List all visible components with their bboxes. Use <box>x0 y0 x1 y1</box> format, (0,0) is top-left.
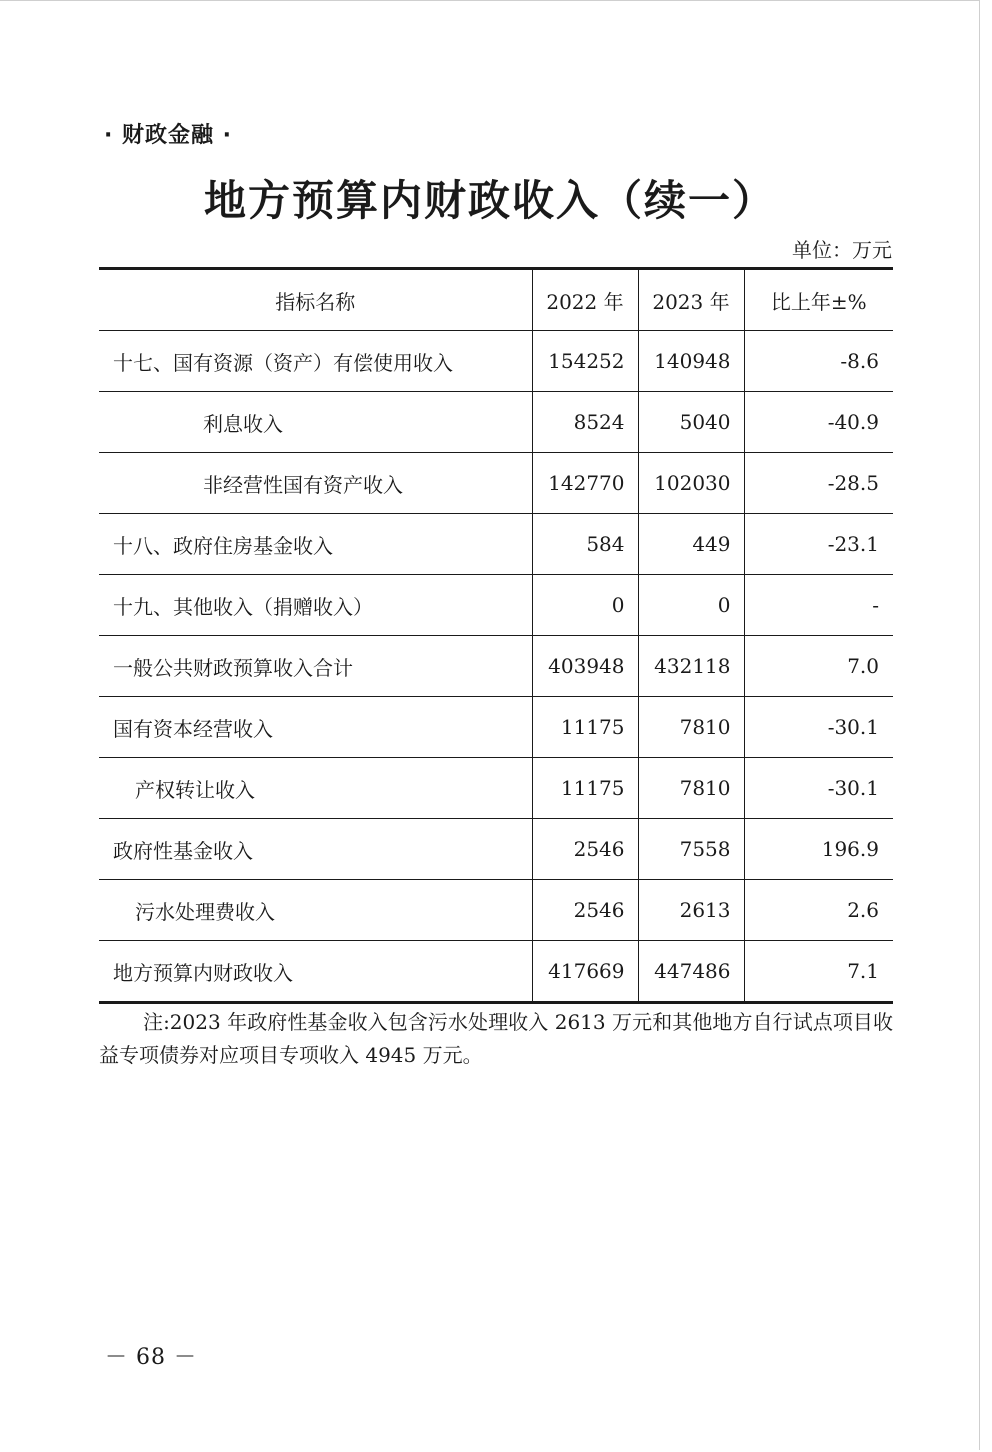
table-row <box>99 636 893 697</box>
row-value-2023: 102030 <box>638 453 744 514</box>
table-row <box>99 880 893 941</box>
row-value-2023: 140948 <box>638 331 744 392</box>
row-value-2023: 2613 <box>638 880 744 941</box>
row-name: 产权转让收入 <box>99 758 532 819</box>
row-change: 7.1 <box>744 941 893 1003</box>
row-change: -30.1 <box>744 697 893 758</box>
table-header-row <box>99 269 893 331</box>
row-value-2022: 417669 <box>532 941 638 1003</box>
row-name: 政府性基金收入 <box>99 819 532 880</box>
page-number: － 68 － <box>105 1345 197 1370</box>
row-value-2023: 5040 <box>638 392 744 453</box>
row-value-2023: 449 <box>638 514 744 575</box>
row-name: 地方预算内财政收入 <box>99 941 532 1003</box>
row-change: 196.9 <box>744 819 893 880</box>
row-name: 污水处理费收入 <box>99 880 532 941</box>
row-change: -30.1 <box>744 758 893 819</box>
row-value-2022: 403948 <box>532 636 638 697</box>
row-name: 国有资本经营收入 <box>99 697 532 758</box>
row-change: 2.6 <box>744 880 893 941</box>
row-change: -28.5 <box>744 453 893 514</box>
table-footnote: 注:2023 年政府性基金收入包含污水处理收入 2613 万元和其他地方自行试点项目收益专项债券对应项目专项收入 4945 万元。 <box>99 1010 893 1067</box>
header-year-2022: 2022 年 <box>532 269 638 331</box>
row-change: -23.1 <box>744 514 893 575</box>
row-change: -40.9 <box>744 392 893 453</box>
header-change-percent: 比上年±% <box>744 269 893 331</box>
table-row <box>99 575 893 636</box>
table-row <box>99 758 893 819</box>
table-row <box>99 941 893 1003</box>
row-value-2022: 8524 <box>532 392 638 453</box>
row-value-2022: 11175 <box>532 697 638 758</box>
row-change: -8.6 <box>744 331 893 392</box>
header-indicator-name: 指标名称 <box>99 269 532 331</box>
row-value-2022: 11175 <box>532 758 638 819</box>
row-name: 利息收入 <box>99 392 532 453</box>
row-value-2023: 432118 <box>638 636 744 697</box>
row-name: 非经营性国有资产收入 <box>99 453 532 514</box>
row-change: 7.0 <box>744 636 893 697</box>
revenue-table <box>99 267 893 1004</box>
row-value-2022: 154252 <box>532 331 638 392</box>
row-value-2022: 584 <box>532 514 638 575</box>
row-value-2022: 0 <box>532 575 638 636</box>
table-row <box>99 392 893 453</box>
row-value-2022: 142770 <box>532 453 638 514</box>
row-value-2022: 2546 <box>532 819 638 880</box>
row-name: 一般公共财政预算收入合计 <box>99 636 532 697</box>
row-value-2023: 0 <box>638 575 744 636</box>
row-value-2023: 447486 <box>638 941 744 1003</box>
section-title: · 财政金融 · <box>104 123 233 148</box>
row-value-2023: 7810 <box>638 758 744 819</box>
row-value-2022: 2546 <box>532 880 638 941</box>
row-name: 十九、其他收入（捐赠收入） <box>99 575 532 636</box>
table-row <box>99 331 893 392</box>
row-name: 十八、政府住房基金收入 <box>99 514 532 575</box>
row-value-2023: 7810 <box>638 697 744 758</box>
row-name: 十七、国有资源（资产）有偿使用收入 <box>99 331 532 392</box>
unit-label: 单位：万元 <box>792 238 892 262</box>
page-title: 地方预算内财政收入（续一） <box>203 176 776 225</box>
table-row <box>99 453 893 514</box>
table-row <box>99 514 893 575</box>
table-row <box>99 819 893 880</box>
row-value-2023: 7558 <box>638 819 744 880</box>
row-change: - <box>744 575 893 636</box>
header-year-2023: 2023 年 <box>638 269 744 331</box>
table-row <box>99 697 893 758</box>
